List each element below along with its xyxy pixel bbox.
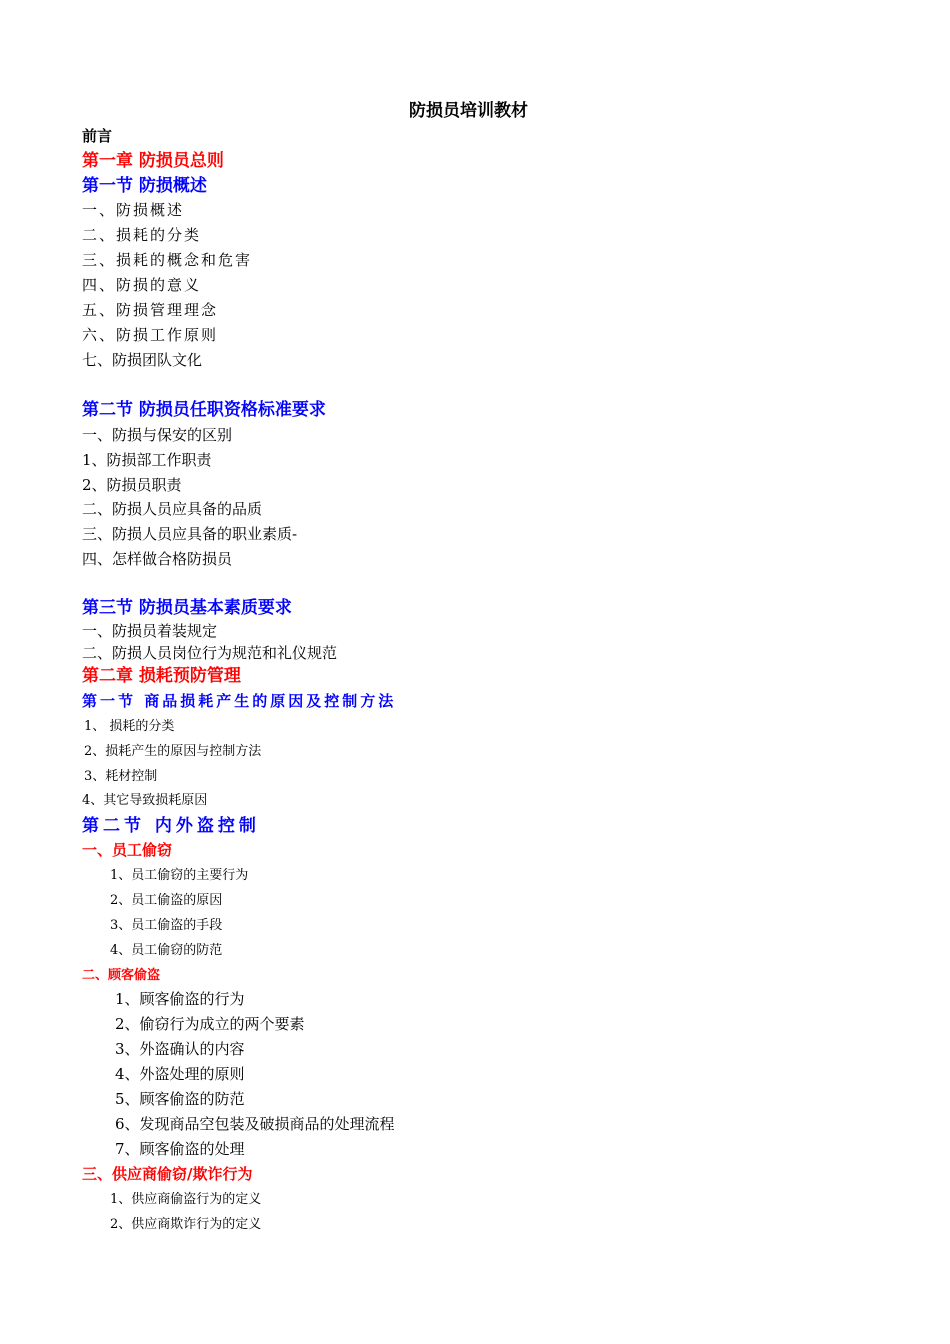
preface-heading: 前言 [82, 127, 113, 145]
toc-item: 3、耗材控制 [84, 769, 158, 784]
toc-item: 2、损耗产生的原因与控制方法 [84, 744, 262, 759]
toc-item: 1、供应商偷盗行为的定义 [110, 1192, 262, 1207]
toc-item: 二、防损人员岗位行为规范和礼仪规范 [82, 644, 338, 662]
toc-item: 2、偷窃行为成立的两个要素 [115, 1015, 305, 1033]
toc-item: 4、外盗处理的原则 [115, 1065, 245, 1083]
toc-item: 六、防损工作原则 [82, 326, 219, 344]
toc-item: 3、员工偷盗的手段 [110, 918, 223, 933]
toc-item: 6、发现商品空包装及破损商品的处理流程 [115, 1115, 395, 1133]
toc-item: 三、防损人员应具备的职业素质- [82, 525, 298, 543]
document-title: 防损员培训教材 [409, 101, 528, 121]
toc-item: 2、员工偷盗的原因 [110, 893, 223, 908]
part-employee-theft-heading: 一、员工偷窃 [82, 841, 173, 859]
toc-item: 三、损耗的概念和危害 [82, 251, 253, 269]
chapter-2-heading: 第二章 损耗预防管理 [82, 666, 241, 686]
toc-item: 二、防损人员应具备的品质 [82, 500, 263, 518]
toc-item: 四、怎样做合格防损员 [82, 550, 233, 568]
toc-item: 3、外盗确认的内容 [115, 1040, 245, 1058]
toc-item: 4、其它导致损耗原因 [82, 793, 208, 808]
toc-item: 7、顾客偷盗的处理 [115, 1140, 245, 1158]
toc-item: 一、防损概述 [82, 201, 185, 219]
toc-item: 一、防损员着装规定 [82, 622, 218, 640]
toc-item: 4、员工偷窃的防范 [110, 943, 223, 958]
toc-item: 2、供应商欺诈行为的定义 [110, 1217, 262, 1232]
toc-item: 1、防损部工作职责 [82, 451, 212, 469]
toc-item: 1、员工偷窃的主要行为 [110, 868, 249, 883]
chapter-1-section-3-heading: 第三节 防损员基本素质要求 [82, 598, 292, 618]
toc-item: 1、顾客偷盗的行为 [115, 990, 245, 1008]
toc-item: 一、防损与保安的区别 [82, 426, 233, 444]
toc-item: 五、防损管理理念 [82, 301, 219, 319]
toc-item: 5、顾客偷盗的防范 [115, 1090, 245, 1108]
toc-item: 1、 损耗的分类 [84, 719, 175, 734]
part-customer-theft-heading: 二、顾客偷盗 [82, 968, 161, 983]
toc-item: 四、防损的意义 [82, 276, 202, 294]
part-supplier-fraud-heading: 三、供应商偷窃/欺诈行为 [82, 1165, 253, 1183]
toc-item: 二、损耗的分类 [82, 226, 202, 244]
chapter-1-heading: 第一章 防损员总则 [82, 151, 224, 171]
chapter-1-section-2-heading: 第二节 防损员任职资格标准要求 [82, 400, 326, 420]
toc-item: 七、防损团队文化 [82, 351, 203, 369]
chapter-2-section-1-heading: 第一节 商品损耗产生的原因及控制方法 [82, 692, 397, 710]
toc-item: 2、防损员职责 [82, 476, 182, 494]
chapter-1-section-1-heading: 第一节 防损概述 [82, 176, 207, 196]
chapter-2-section-2-heading: 第二节 内外盗控制 [82, 816, 260, 836]
